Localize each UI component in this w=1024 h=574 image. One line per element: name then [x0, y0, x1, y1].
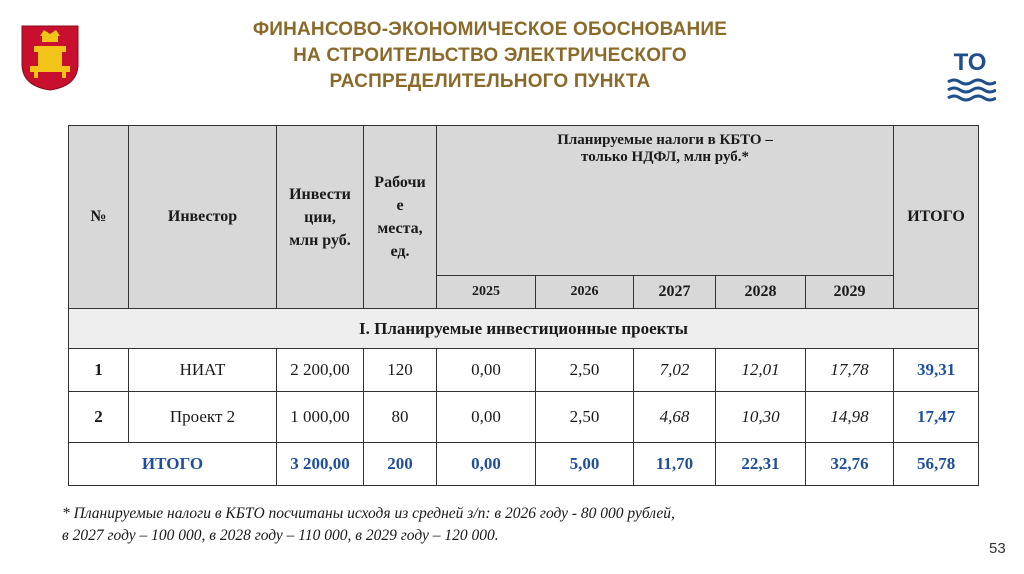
coat-of-arms-icon: [20, 24, 80, 92]
footnote: [62, 503, 882, 547]
totals-2029: 32,76: [806, 443, 894, 486]
header-taxes: Планируемые налоги в КБТО – только НДФЛ, млн руб.*: [437, 126, 894, 276]
totals-label: ИТОГО: [69, 443, 277, 486]
header-investments: Инвести ции, млн руб.: [277, 126, 364, 309]
row-2025: 0,00: [437, 349, 536, 392]
logo-text: ТО: [953, 49, 987, 76]
row-2029: 17,78: [806, 349, 894, 392]
totals-2026: 5,00: [536, 443, 634, 486]
row-num: 2: [69, 392, 129, 443]
row-jobs: 120: [364, 349, 437, 392]
footnote-line-1: * Планируемые налоги в КБТО посчитаны исходя из средней з/п: в 2026 году - 80 000 рублей,: [62, 505, 675, 522]
header-year-2029: 2029: [806, 276, 894, 309]
header-num: №: [69, 126, 129, 309]
section-title: I. Планируемые инвестиционные проекты: [69, 309, 979, 349]
row-2028: 12,01: [716, 349, 806, 392]
header-jobs: Рабочи е места, ед.: [364, 126, 437, 309]
totals-investments: 3 200,00: [277, 443, 364, 486]
page-number: 53: [989, 540, 1006, 557]
totals-row: [69, 443, 979, 486]
footnote-line-2: в 2027 году – 100 000, в 2028 году – 110 000, в 2029 году – 120 000.: [62, 527, 499, 544]
row-investments: 1 000,00: [277, 392, 364, 443]
row-2026: 2,50: [536, 392, 634, 443]
page-title: [150, 17, 830, 95]
table-header-row: [69, 126, 979, 276]
row-2026: 2,50: [536, 349, 634, 392]
row-investor: Проект 2: [129, 392, 277, 443]
row-2025: 0,00: [437, 392, 536, 443]
table-row: [69, 349, 979, 392]
title-line-1: ФИНАНСОВО-ЭКОНОМИЧЕСКОЕ ОБОСНОВАНИЕ: [252, 19, 728, 40]
header-total: ИТОГО: [894, 126, 979, 309]
row-2028: 10,30: [716, 392, 806, 443]
row-investments: 2 200,00: [277, 349, 364, 392]
row-jobs: 80: [364, 392, 437, 443]
row-num: 1: [69, 349, 129, 392]
totals-2027: 11,70: [634, 443, 716, 486]
totals-jobs: 200: [364, 443, 437, 486]
totals-2028: 22,31: [716, 443, 806, 486]
header-year-2028: 2028: [716, 276, 806, 309]
row-investor: НИАТ: [129, 349, 277, 392]
totals-2025: 0,00: [437, 443, 536, 486]
header-year-2026: 2026: [536, 276, 634, 309]
logo: [944, 46, 996, 108]
waves-icon: [948, 80, 996, 100]
header-year-2027: 2027: [634, 276, 716, 309]
header-investor: Инвестор: [129, 126, 277, 309]
row-2027: 4,68: [634, 392, 716, 443]
table-row: [69, 392, 979, 443]
investment-table: [68, 125, 979, 486]
section-row: [69, 309, 979, 349]
title-line-2: НА СТРОИТЕЛЬСТВО ЭЛЕКТРИЧЕСКОГО: [293, 45, 687, 66]
row-2027: 7,02: [634, 349, 716, 392]
totals-total: 56,78: [894, 443, 979, 486]
row-2029: 14,98: [806, 392, 894, 443]
row-total: 17,47: [894, 392, 979, 443]
title-line-3: РАСПРЕДЕЛИТЕЛЬНОГО ПУНКТА: [329, 71, 651, 92]
header-year-2025: 2025: [437, 276, 536, 309]
row-total: 39,31: [894, 349, 979, 392]
